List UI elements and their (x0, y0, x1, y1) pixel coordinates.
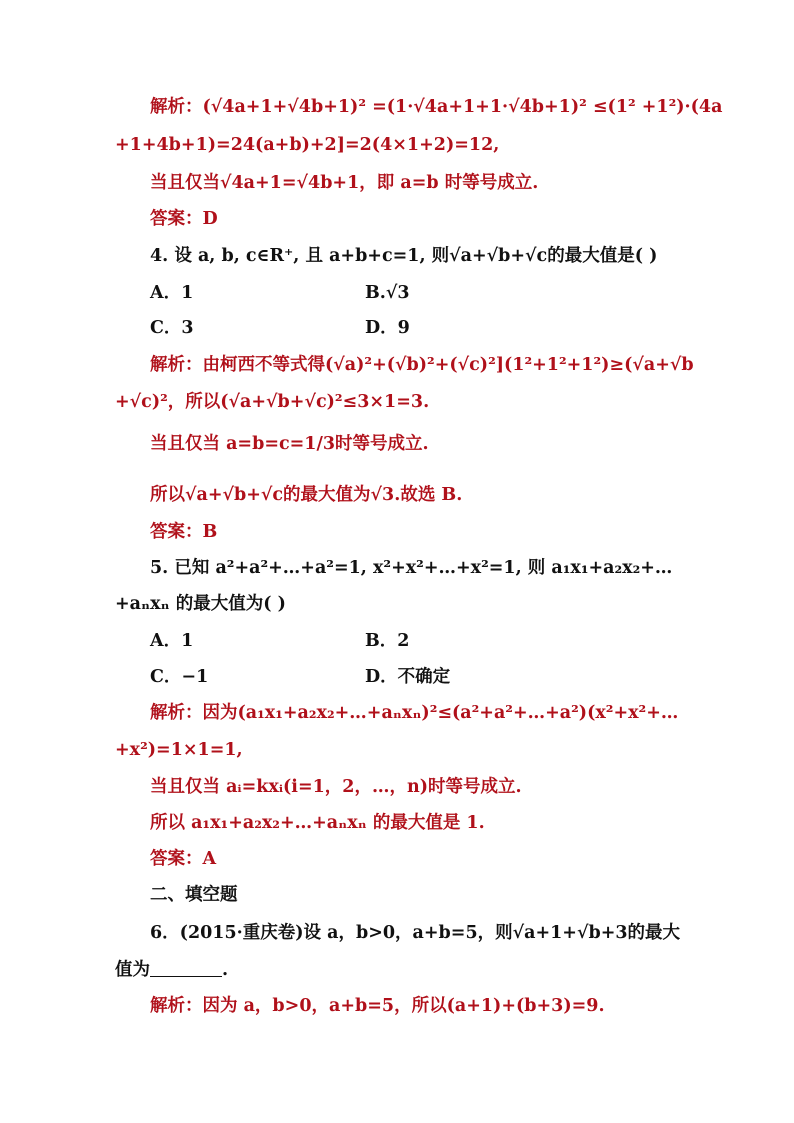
q6-solution-line-1: 解析：因为 a，b>0，a+b=5，所以(a+1)+(b+3)=9. (150, 996, 605, 1016)
q5-solution-line-4: 所以 a₁x₁+a₂x₂+…+aₙxₙ 的最大值是 1. (150, 813, 485, 833)
q6-stem-line-2 (115, 958, 228, 982)
q5-option-a: A．1 (150, 631, 194, 651)
answer-blank (150, 960, 222, 977)
q4-solution-line-4: 所以√a+√b+√c的最大值为√3.故选 B. (150, 485, 463, 505)
q6-stem-line-1: 6．(2015·重庆卷)设 a，b>0，a+b=5，则√a+1+√b+3的最大 (150, 923, 681, 943)
q4-option-b: B.√3 (365, 283, 410, 303)
q5-solution-line-3: 当且仅当 aᵢ=kxᵢ(i=1，2，…，n)时等号成立. (150, 777, 522, 797)
q3-solution-line-2: +1+4b+1)=24(a+b)+2]=2(4×1+2)=12, (115, 135, 500, 155)
q5-option-d: D．不确定 (365, 667, 451, 687)
q4-option-a: A．1 (150, 283, 194, 303)
q4-option-c: C．3 (150, 318, 194, 338)
q4-stem: 4. 设 a, b, c∈R⁺, 且 a+b+c=1, 则√a+√b+√c的最大值是( ) (150, 246, 658, 266)
q3-solution-line-1: 解析：(√4a+1+√4b+1)² =(1·√4a+1+1·√4b+1)² ≤(1² +1²)·(4a (150, 97, 723, 117)
q6-stem-end: . (222, 960, 229, 980)
q5-solution-line-2: +x²)=1×1=1, (115, 740, 243, 760)
q3-solution-line-3: 当且仅当√4a+1=√4b+1，即 a=b 时等号成立. (150, 173, 539, 193)
q5-stem-line-2: +aₙxₙ 的最大值为( ) (115, 594, 286, 614)
q4-solution-line-3: 当且仅当 a=b=c=1/3时等号成立. (150, 434, 429, 454)
q6-stem-text: 值为 (115, 960, 150, 980)
q4-solution-line-1: 解析：由柯西不等式得(√a)²+(√b)²+(√c)²](1²+1²+1²)≥(√a+√b (150, 355, 694, 375)
q5-solution-line-1: 解析：因为(a₁x₁+a₂x₂+…+aₙxₙ)²≤(a²+a²+…+a²)(x²+x²+… (150, 703, 679, 723)
q4-option-d: D．9 (365, 318, 410, 338)
q5-option-c: C．−1 (150, 667, 209, 687)
q5-stem-line-1: 5. 已知 a²+a²+…+a²=1, x²+x²+…+x²=1, 则 a₁x₁+a₂x₂+… (150, 558, 673, 578)
q5-option-b: B．2 (365, 631, 410, 651)
q5-answer: 答案：A (150, 849, 217, 869)
q3-answer: 答案：D (150, 209, 218, 229)
section-title: 二、填空题 (150, 885, 238, 905)
q4-answer: 答案：B (150, 522, 218, 542)
q4-solution-line-2: +√c)²，所以(√a+√b+√c)²≤3×1=3. (115, 392, 430, 412)
